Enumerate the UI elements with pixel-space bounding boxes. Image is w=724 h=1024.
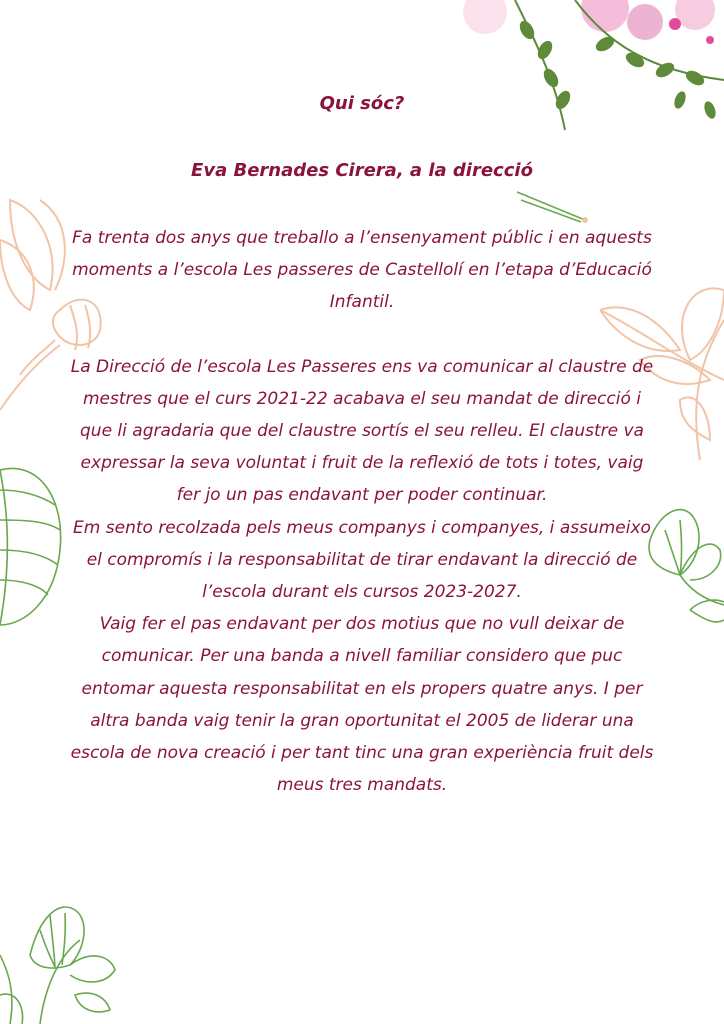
green-fern-outline-icon: [0, 895, 130, 1024]
paragraph-commitment: Em sento recolzada pels meus companys i companyes, i assumeixo el compromís i la responsabilitat de tirar endavant la direcció de l’escola durant els cursos 2023-2027.: [73, 517, 651, 603]
paragraph-motives: Vaig fer el pas endavant per dos motius que no vull deixar de comunicar. Per una banda a nivell familiar considero que puc entomar aquesta responsabilitat en els propers quatre anys. I per altra banda vaig tenir la gran oportunitat el 2005 de liderar una escola de nova creació i per tant tinc una gran experiència fruit dels meus tres mandats.: [70, 614, 654, 796]
pink-flower-branch-icon: [455, 0, 724, 135]
page-subtitle: Eva Bernades Cirera, a la direcció: [191, 160, 533, 181]
body-text: [68, 222, 656, 801]
leaf-stroke-icon: [515, 190, 590, 225]
paragraph-intro: Fa trenta dos anys que treballo a l’ensenyament públic i en aquests moments a l’escola Les passeres de Castellolí en l’etapa d’Educació Infantil.: [72, 228, 652, 313]
green-monstera-leaf-icon: [0, 460, 70, 630]
paragraph-succession: La Direcció de l’escola Les Passeres ens va comunicar al claustre de mestres que el curs 2021-22 acabava el seu mandat de direcció i que li agradaria que del claustre sortís el seu relleu. El claustre va expressar la seva voluntat i fruit de la reflexió de tots i totes, vaig fer jo un pas endavant per poder continuar.: [70, 356, 654, 506]
page-title: Qui sóc?: [319, 93, 405, 114]
